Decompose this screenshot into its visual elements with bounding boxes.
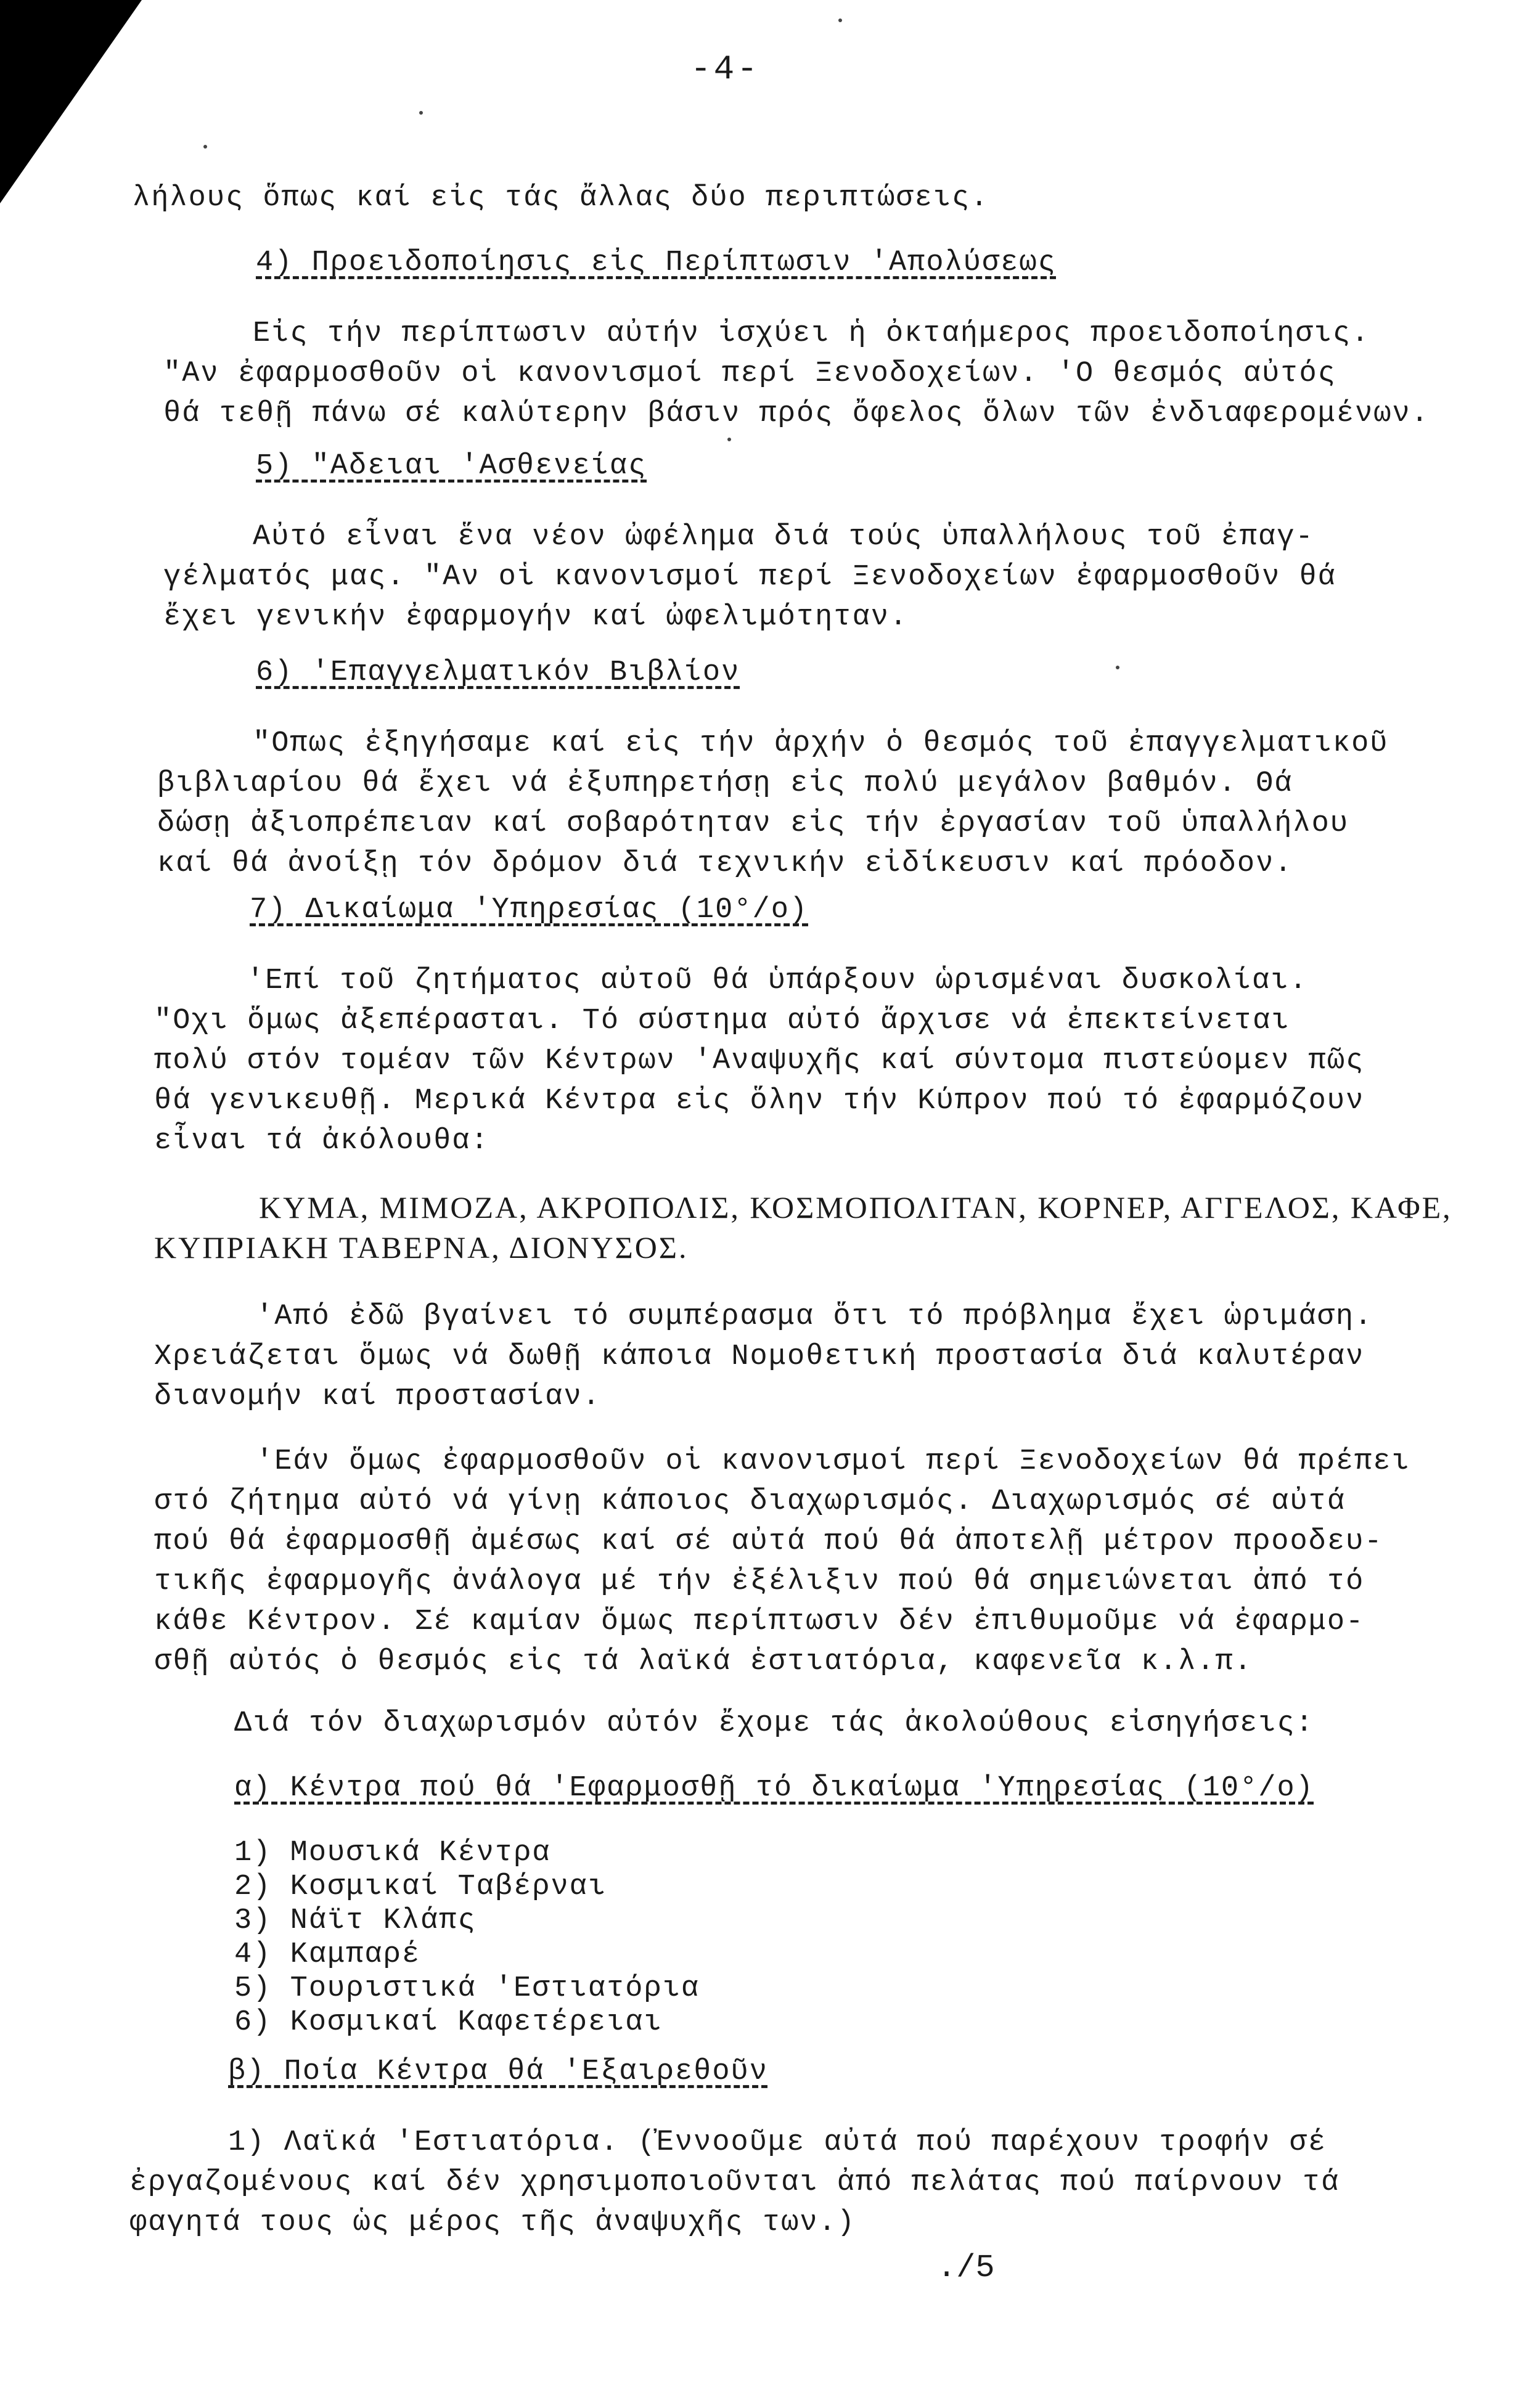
centres-list-line-2: ΚΥΠΡΙΑΚΗ ΤΑΒΕΡΝΑ, ΔΙΟΝΥΣΟΣ.	[154, 1230, 689, 1265]
subsection-a-item-5: 5) Τουριστικά 'Εστιατόρια	[234, 1972, 700, 2005]
subsection-b-line-1: 1) Λαϊκά 'Εστιατόρια. (Ἐννοοῦμε αὐτά πού παρέχουν τροφήν σέ	[228, 2126, 1327, 2159]
subsection-a-item-2: 2) Κοσμικαί Ταβέρναι	[234, 1871, 607, 1903]
regulation-line-1: 'Εάν ὅμως ἐφαρμοσθοῦν οἱ κανονισμοί περί Ξενοδοχείων θά πρέπει	[256, 1445, 1410, 1478]
section-7-line-3: πολύ στόν τομέαν τῶν Κέντρων 'Αναψυχῆς καί σύντομα πιστεύομεν πῶς	[154, 1045, 1365, 1077]
subsection-a-item-1: 1) Μουσικά Κέντρα	[234, 1837, 551, 1869]
section-4-line-3: θά τεθῇ πάνω σέ καλύτερην βάσιν πρός ὄφελος ὅλων τῶν ἐνδιαφερομένων.	[163, 398, 1430, 430]
scan-speck	[727, 438, 731, 441]
subsection-a-heading: α) Κέντρα πού θά 'Εφαρμοσθῇ τό δικαίωμα 'Υπηρεσίας (10°/o)	[234, 1772, 1314, 1805]
subsection-b-line-3: φαγητά τους ὡς μέρος τῆς ἀναψυχῆς των.)	[129, 2206, 856, 2239]
proposals-intro: Διά τόν διαχωρισμόν αὐτόν ἔχομε τάς ἀκολούθους εἰσηγήσεις:	[234, 1707, 1314, 1740]
section-7-line-4: θά γενικευθῇ. Μερικά Κέντρα εἰς ὅλην τήν Κύπρον πού τό ἐφαρμόζουν	[154, 1085, 1365, 1117]
continuation-marker: ./5	[937, 2250, 995, 2286]
section-4-heading: 4) Προειδοποίησις εἰς Περίπτωσιν 'Απολύσεως	[256, 247, 1057, 279]
conclusion-line-3: διανομήν καί προστασίαν.	[154, 1381, 601, 1413]
subsection-a-item-4: 4) Καμπαρέ	[234, 1938, 421, 1971]
section-7-line-1: 'Επί τοῦ ζητήματος αὐτοῦ θά ὑπάρξουν ὡρισμέναι δυσκολίαι.	[247, 965, 1308, 997]
regulation-line-5: κάθε Κέντρον. Σέ καμίαν ὅμως περίπτωσιν δέν ἐπιθυμοῦμε νά ἐφαρμο-	[154, 1606, 1365, 1638]
page-number: -4-	[690, 49, 760, 89]
section-4-line-1: Εἰς τήν περίπτωσιν αὐτήν ἰσχύει ἡ ὀκταήμερος προειδοποίησις.	[253, 317, 1370, 350]
intro-line: λήλους ὅπως καί εἰς τάς ἄλλας δύο περιπτώσεις.	[133, 182, 989, 214]
section-6-heading: 6) 'Επαγγελματικόν Βιβλίον	[256, 656, 740, 689]
scan-speck	[838, 18, 842, 22]
section-7-line-5: εἶναι τά ἀκόλουθα:	[154, 1125, 489, 1157]
section-7-heading: 7) Δικαίωμα 'Υπηρεσίας (10°/o)	[250, 894, 809, 926]
centres-list-line-1: ΚΥΜΑ, ΜΙΜΟΖΑ, ΑΚΡΟΠΟΛΙΣ, ΚΟΣΜΟΠΟΛΙΤΑΝ, ΚΟΡΝΕΡ, ΑΓΓΕΛΟΣ, ΚΑΦΕ,	[259, 1190, 1452, 1225]
regulation-line-6: σθῇ αὐτός ὁ θεσμός εἰς τά λαϊκά ἑστιατόρια, καφενεῖα κ.λ.π.	[154, 1646, 1253, 1678]
subsection-b-line-2: ἐργαζομένους καί δέν χρησιμοποιοῦνται ἀπό πελάτας πού παίρνουν τά	[129, 2166, 1340, 2199]
subsection-b-heading: β) Ποία Κέντρα θά 'Εξαιρεθοῦν	[228, 2055, 768, 2088]
section-5-line-3: ἔχει γενικήν ἐφαρμογήν καί ὠφελιμότηταν.	[163, 601, 909, 634]
section-5-line-1: Αὐτό εἶναι ἕνα νέον ὠφέλημα διά τούς ὑπαλλήλους τοῦ ἐπαγ-	[253, 521, 1314, 553]
regulation-line-2: στό ζήτημα αὐτό νά γίνῃ κάποιος διαχωρισμός. Διαχωρισμός σέ αὐτά	[154, 1485, 1346, 1518]
subsection-a-item-6: 6) Κοσμικαί Καφετέρειαι	[234, 2006, 663, 2039]
section-6-line-2: βιβλιαρίου θά ἔχει νά ἐξυπηρετήσῃ εἰς πολύ μεγάλον βαθμόν. Θά	[157, 767, 1293, 800]
section-6-line-4: καί θά ἀνοίξῃ τόν δρόμον διά τεχνικήν εἰδίκευσιν καί πρόοδον.	[157, 847, 1293, 880]
section-7-line-2: "Οχι ὅμως ἀξεπέρασται. Τό σύστημα αὐτό ἄρχισε νά ἐπεκτείνεται	[154, 1005, 1290, 1037]
section-5-heading: 5) "Αδειαι 'Ασθενείας	[256, 450, 647, 483]
conclusion-line-2: Χρειάζεται ὅμως νά δωθῇ κάποια Νομοθετική προστασία διά καλυτέραν	[154, 1341, 1365, 1373]
regulation-line-4: τικῆς ἐφαρμογῆς ἀνάλογα μέ τήν ἐξέλιξιν πού θά σημειώνεται ἀπό τό	[154, 1565, 1365, 1598]
scan-speck	[1116, 666, 1119, 669]
regulation-line-3: πού θά ἐφαρμοσθῇ ἀμέσως καί σέ αὐτά πού θά ἀποτελῇ μέτρον προοδευ-	[154, 1525, 1383, 1558]
scan-speck	[203, 145, 207, 149]
section-5-line-2: γέλματός μας. "Αν οἱ κανονισμοί περί Ξενοδοχείων ἐφαρμοσθοῦν θά	[163, 561, 1336, 594]
section-6-line-1: "Οπως ἐξηγήσαμε καί εἰς τήν ἀρχήν ὁ θεσμός τοῦ ἐπαγγελματικοῦ	[253, 727, 1389, 760]
conclusion-line-1: 'Από ἐδῶ βγαίνει τό συμπέρασμα ὅτι τό πρόβλημα ἔχει ὡριμάση.	[256, 1300, 1373, 1333]
subsection-a-item-3: 3) Νάϊτ Κλάπς	[234, 1904, 477, 1937]
section-4-line-2: "Αν ἐφαρμοσθοῦν οἱ κανονισμοί περί Ξενοδοχείων. 'Ο θεσμός αὐτός	[163, 357, 1336, 390]
section-6-line-3: δώσῃ ἀξιοπρέπειαν καί σοβαρότηταν εἰς τήν ἐργασίαν τοῦ ὑπαλλήλου	[157, 807, 1349, 840]
scan-speck	[419, 111, 423, 115]
